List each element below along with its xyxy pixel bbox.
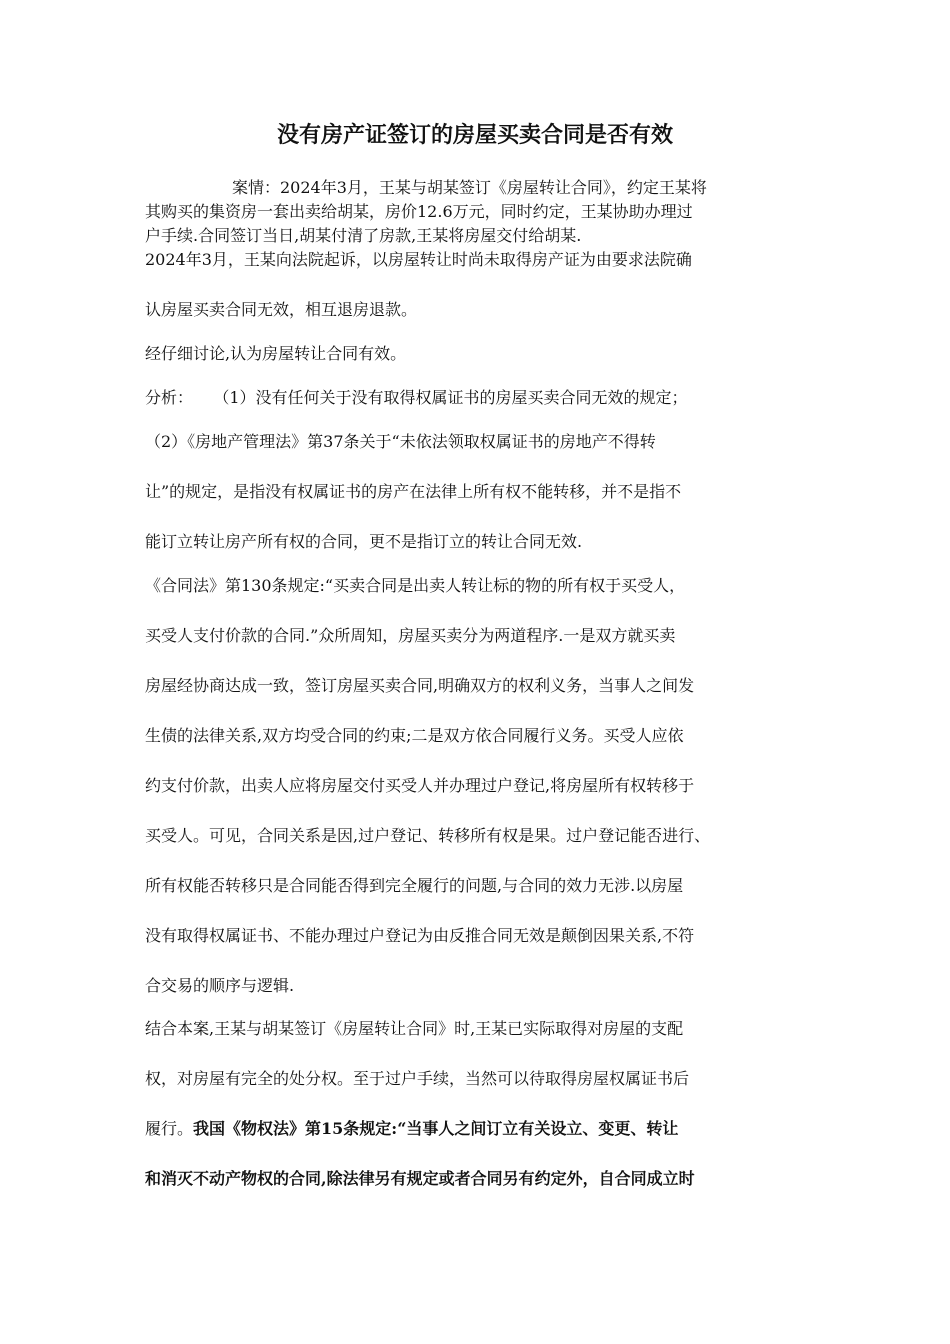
paragraph-line: 让”的规定，是指没有权属证书的房产在法律上所有权不能转移，并不是指不 xyxy=(145,482,682,501)
paragraph-line: （2）《房地产管理法》第37条关于“未依法领取权属证书的房地产不得转 xyxy=(145,432,656,451)
paragraph-line: 和消灭不动产物权的合同,除法律另有规定或者合同另有约定外，自合同成立时 xyxy=(145,1169,695,1188)
paragraph-line: 约支付价款，出卖人应将房屋交付买受人并办理过户登记,将房屋所有权转移于 xyxy=(145,776,695,795)
paragraph-line: 其购买的集资房一套出卖给胡某，房价12.6万元，同时约定，王某协助办理过 xyxy=(145,202,693,221)
bold-text: 我国《物权法》第15条规定:“当事人之间订立有关设立、变更、转让 xyxy=(193,1119,679,1138)
paragraph-line: 生债的法律关系,双方均受合同的约束;二是双方依合同履行义务。买受人应依 xyxy=(145,726,684,745)
paragraph-line: 能订立转让房产所有权的合同，更不是指订立的转让合同无效. xyxy=(145,532,583,551)
paragraph-line: 房屋经协商达成一致，签订房屋买卖合同,明确双方的权利义务，当事人之间发 xyxy=(145,676,695,695)
plain-text: 履行。 xyxy=(145,1119,194,1138)
paragraph-line: 所有权能否转移只是合同能否得到完全履行的问题,与合同的效力无涉.以房屋 xyxy=(145,876,684,895)
paragraph-line: 经仔细讨论,认为房屋转让合同有效。 xyxy=(145,344,407,363)
paragraph-line: 权，对房屋有完全的处分权。至于过户手续，当然可以待取得房屋权属证书后 xyxy=(145,1069,690,1088)
paragraph-line: 买受人。可见，合同关系是因,过户登记、转移所有权是果。过户登记能否进行、 xyxy=(145,826,711,845)
paragraph-line: 合交易的顺序与逻辑. xyxy=(145,976,295,995)
paragraph-line: 分析： （1）没有任何关于没有取得权属证书的房屋买卖合同无效的规定； xyxy=(145,388,688,407)
paragraph-line: 结合本案,王某与胡某签订《房屋转让合同》时,王某已实际取得对房屋的支配 xyxy=(145,1019,684,1038)
paragraph-line: 认房屋买卖合同无效，相互退房退款。 xyxy=(145,300,418,319)
paragraph-line: 没有取得权属证书、不能办理过户登记为由反推合同无效是颠倒因果关系,不符 xyxy=(145,926,695,945)
paragraph-line: 买受人支付价款的合同.”众所周知，房屋买卖分为两道程序.一是双方就买卖 xyxy=(145,626,676,645)
paragraph-line: 案情：2024年3月，王某与胡某签订《房屋转让合同》，约定王某将 xyxy=(232,178,707,197)
paragraph-line: 2024年3月，王某向法院起诉，以房屋转让时尚未取得房产证为由要求法院确 xyxy=(145,250,692,269)
paragraph-line: 户手续.合同签订当日,胡某付清了房款,王某将房屋交付给胡某. xyxy=(145,226,582,245)
paragraph-line: 《合同法》第130条规定:“买卖合同是出卖人转让标的物的所有权于买受人， xyxy=(145,576,686,595)
paragraph-line xyxy=(145,1118,678,1140)
document-title: 没有房产证签订的房屋买卖合同是否有效 xyxy=(276,123,673,148)
